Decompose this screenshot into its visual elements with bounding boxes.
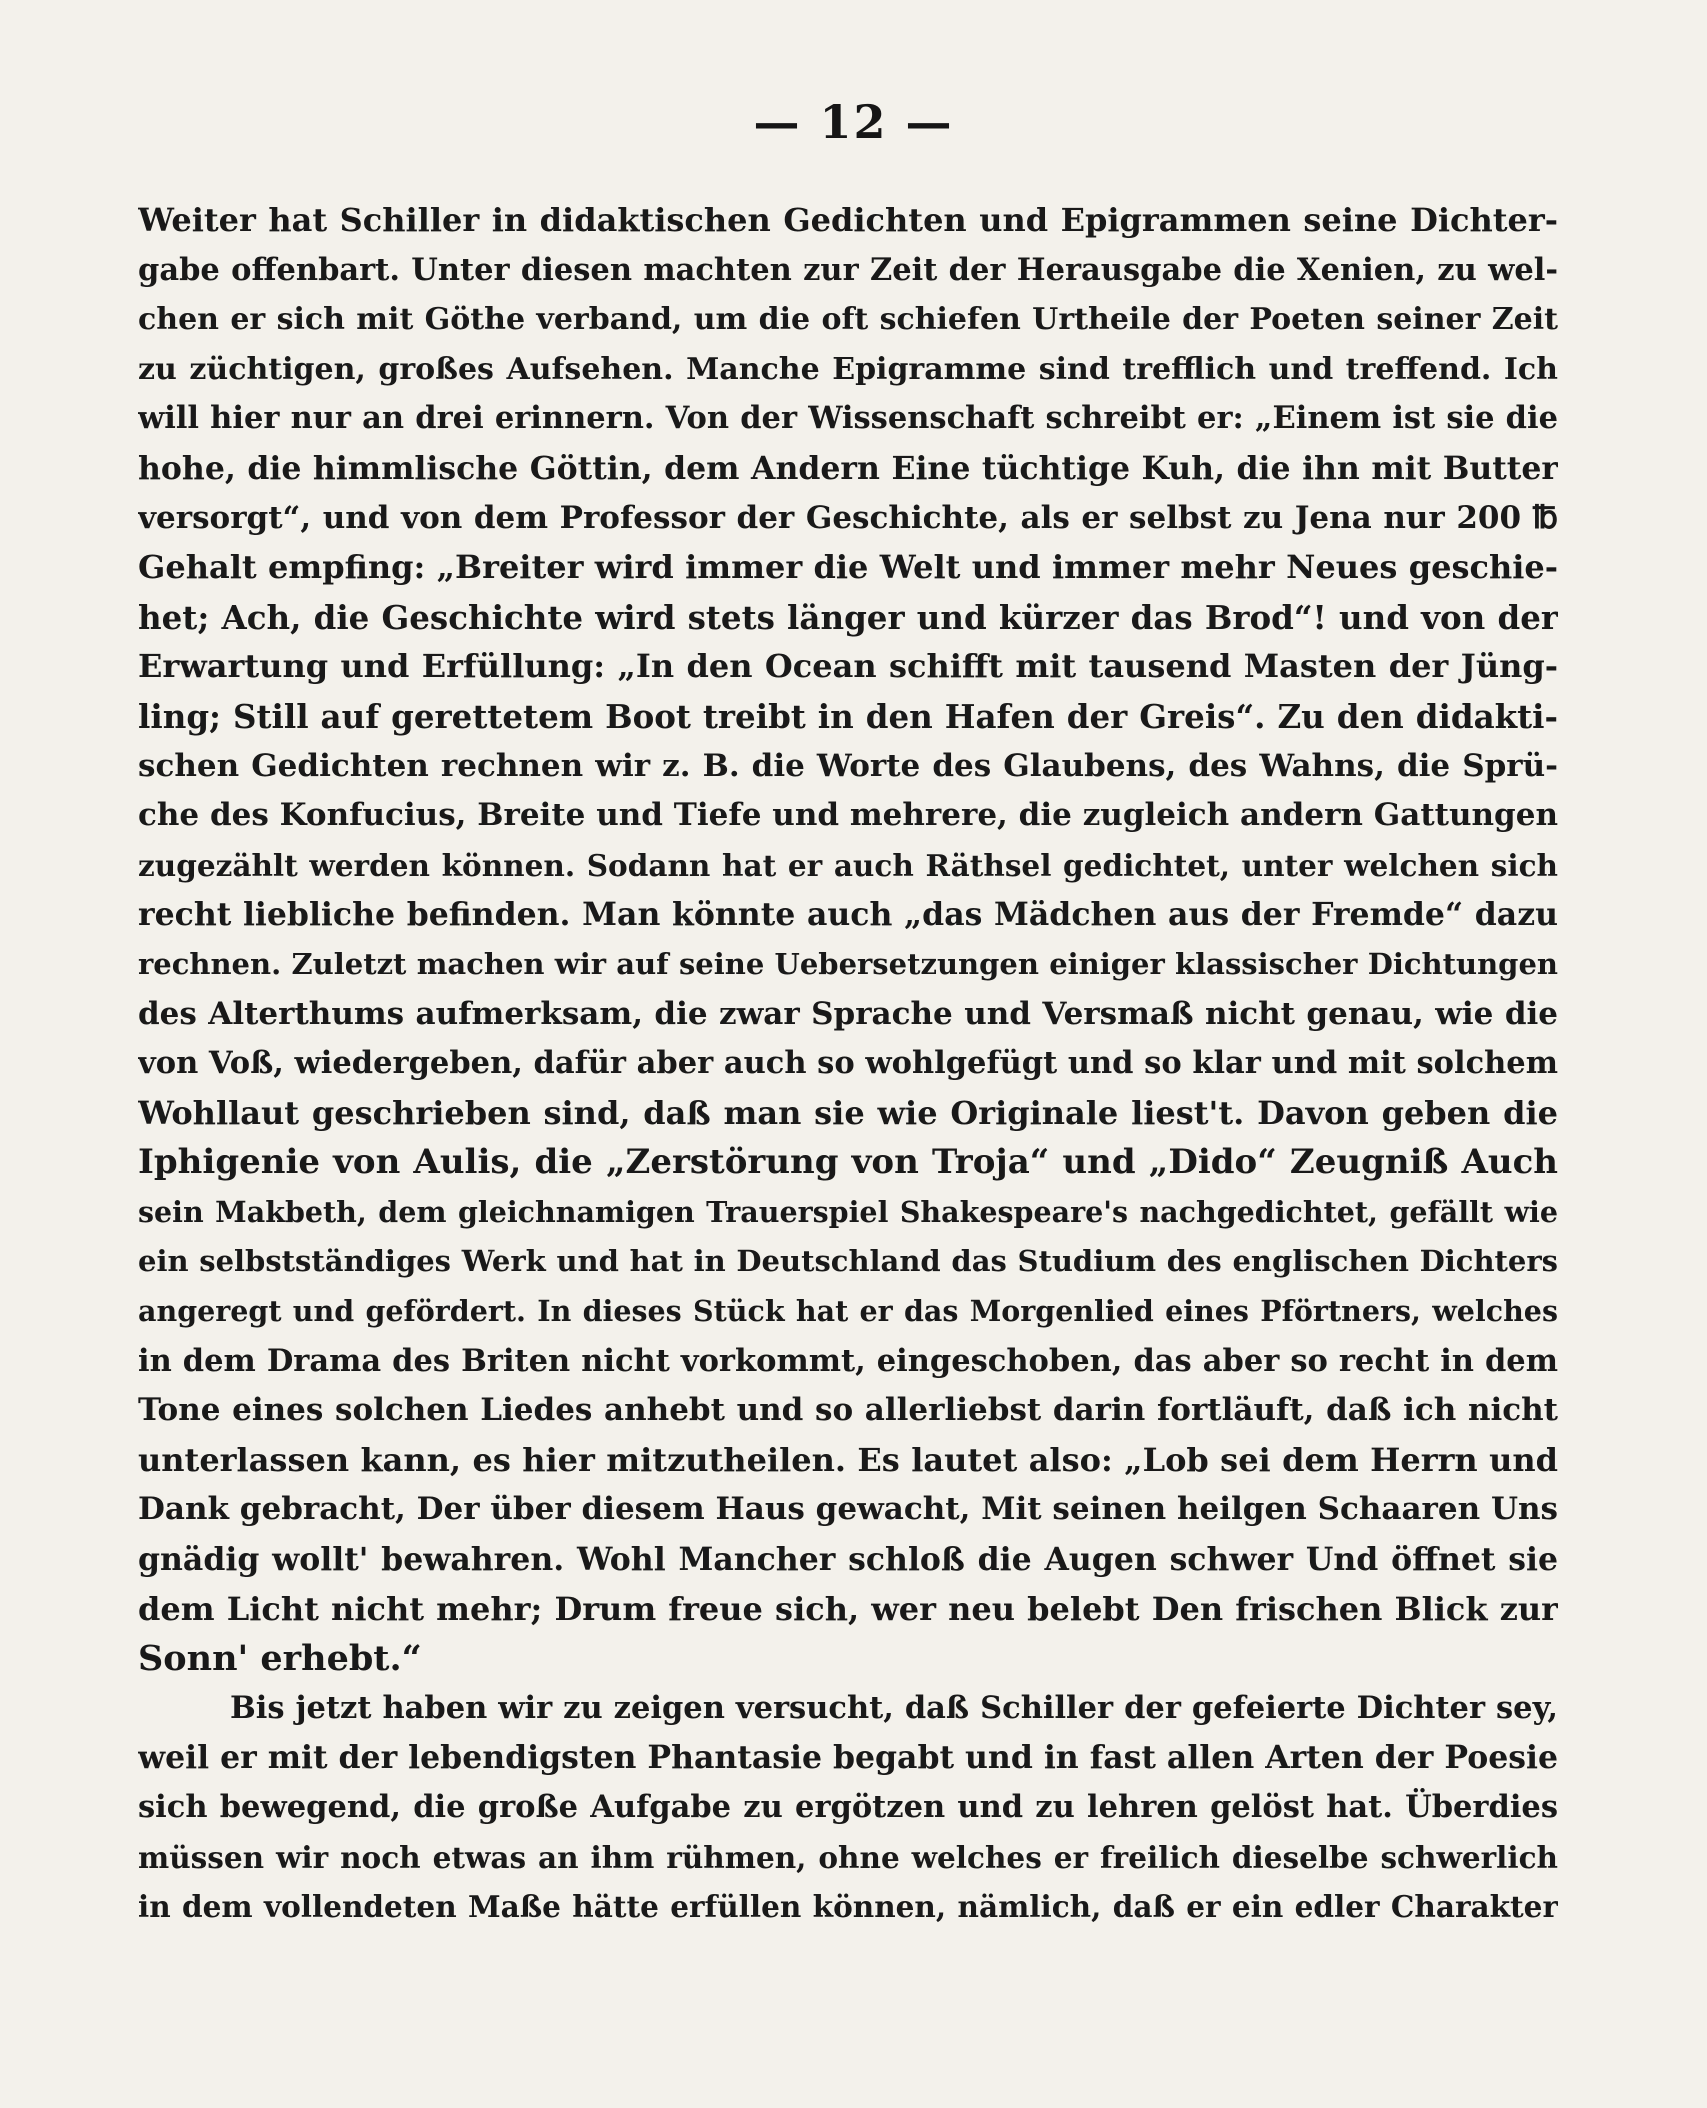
text-line: Iphigenie von Aulis, die „Zerstörung von Troja“ und „Dido“ Zeugniß Auch xyxy=(138,1142,1558,1183)
page-number: — 12 — xyxy=(753,95,954,149)
text-line: zu züchtigen, großes Aufsehen. Manche Epigramme sind trefflich und treffend. Ich xyxy=(138,351,1558,387)
body-text xyxy=(138,196,1558,1932)
text-line: Gehalt empfing: „Breiter wird immer die Welt und immer mehr Neues geschie- xyxy=(138,548,1558,587)
text-line: ein selbstständiges Werk und hat in Deutschland das Studium des englischen Dichters xyxy=(138,1244,1558,1279)
text-line: het; Ach, die Geschichte wird stets länger und kürzer das Brod“! und von der xyxy=(138,597,1558,637)
text-line: che des Konfucius, Breite und Tiefe und mehrere, die zugleich andern Gattungen xyxy=(138,797,1558,834)
text-line: zugezählt werden können. Sodann hat er auch Räthsel gedichtet, unter welchen sich xyxy=(138,847,1558,883)
text-line: Bis jetzt haben wir zu zeigen versucht, daß Schiller der gefeierte Dichter sey, xyxy=(230,1689,1558,1726)
text-line: Sonn' erhebt.“ xyxy=(138,1638,422,1680)
text-line: Wohllaut geschrieben sind, daß man sie wie Originale liest't. Davon geben die xyxy=(138,1093,1558,1132)
text-line: gabe offenbart. Unter diesen machten zur Zeit der Herausgabe die Xenien, zu wel- xyxy=(138,251,1558,288)
text-line: recht liebliche befinden. Man könnte auch „das Mädchen aus der Fremde“ dazu xyxy=(138,896,1558,934)
text-line: weil er mit der lebendigsten Phantasie begabt und in fast allen Arten der Poesie xyxy=(138,1739,1558,1777)
text-line: sein Makbeth, dem gleichnamigen Trauerspiel Shakespeare's nachgedichtet, gefällt wie xyxy=(138,1194,1558,1229)
text-line: Dank gebracht, Der über diesem Haus gewacht, Mit seinen heilgen Schaaren Uns xyxy=(138,1491,1558,1528)
text-line: ling; Still auf gerettetem Boot treibt in den Hafen der Greis“. Zu den didakti- xyxy=(138,696,1558,736)
text-line: des Alterthums aufmerksam, die zwar Sprache und Versmaß nicht genau, wie die xyxy=(138,995,1558,1032)
text-line: chen er sich mit Göthe verband, um die oft schiefen Urtheile der Poeten seiner Zeit xyxy=(138,302,1558,338)
text-line: unterlassen kann, es hier mitzutheilen. Es lautet also: „Lob sei dem Herrn und xyxy=(138,1440,1558,1479)
text-line: sich bewegend, die große Aufgabe zu ergötzen und zu lehren gelöst hat. Überdies xyxy=(138,1789,1558,1825)
text-line: dem Licht nicht mehr; Drum freue sich, wer neu belebt Den frischen Blick zur xyxy=(138,1589,1558,1628)
text-line: von Voß, wiedergeben, dafür aber auch so wohlgefügt und so klar und mit solchem xyxy=(138,1045,1558,1082)
text-line: angeregt und gefördert. In dieses Stück hat er das Morgenlied eines Pförtners, welches xyxy=(138,1294,1558,1329)
text-line: müssen wir noch etwas an ihm rühmen, ohne welches er freilich dieselbe schwerlich xyxy=(138,1839,1558,1875)
text-line: Weiter hat Schiller in didaktischen Gedichten und Epigrammen seine Dichter- xyxy=(138,201,1558,239)
text-line: rechnen. Zuletzt machen wir auf seine Uebersetzungen einiger klassischer Dichtungen xyxy=(138,946,1558,981)
text-line: in dem vollendeten Maße hätte erfüllen können, nämlich, daß er ein edler Charakter xyxy=(138,1889,1558,1925)
text-line: will hier nur an drei erinnern. Von der Wissenschaft schreibt er: „Einem ist sie die xyxy=(138,400,1558,437)
text-line: Tone eines solchen Liedes anhebt und so allerliebst darin fortläuft, daß ich nicht xyxy=(138,1392,1558,1429)
text-line: hohe, die himmlische Göttin, dem Andern Eine tüchtige Kuh, die ihn mit Butter xyxy=(138,449,1558,487)
text-line: in dem Drama des Briten nicht vorkommt, eingeschoben, das aber so recht in dem xyxy=(138,1342,1558,1379)
text-line: gnädig wollt' bewahren. Wohl Mancher schloß die Augen schwer Und öffnet sie xyxy=(138,1541,1558,1579)
text-line: schen Gedichten rechnen wir z. B. die Worte des Glaubens, des Wahns, die Sprü- xyxy=(138,747,1558,784)
text-line: Erwartung und Erfüllung: „In den Ocean schifft mit tausend Masten der Jüng- xyxy=(138,647,1558,686)
text-line: versorgt“, und von dem Professor der Geschichte, als er selbst zu Jena nur 200 ℔ xyxy=(138,499,1558,536)
